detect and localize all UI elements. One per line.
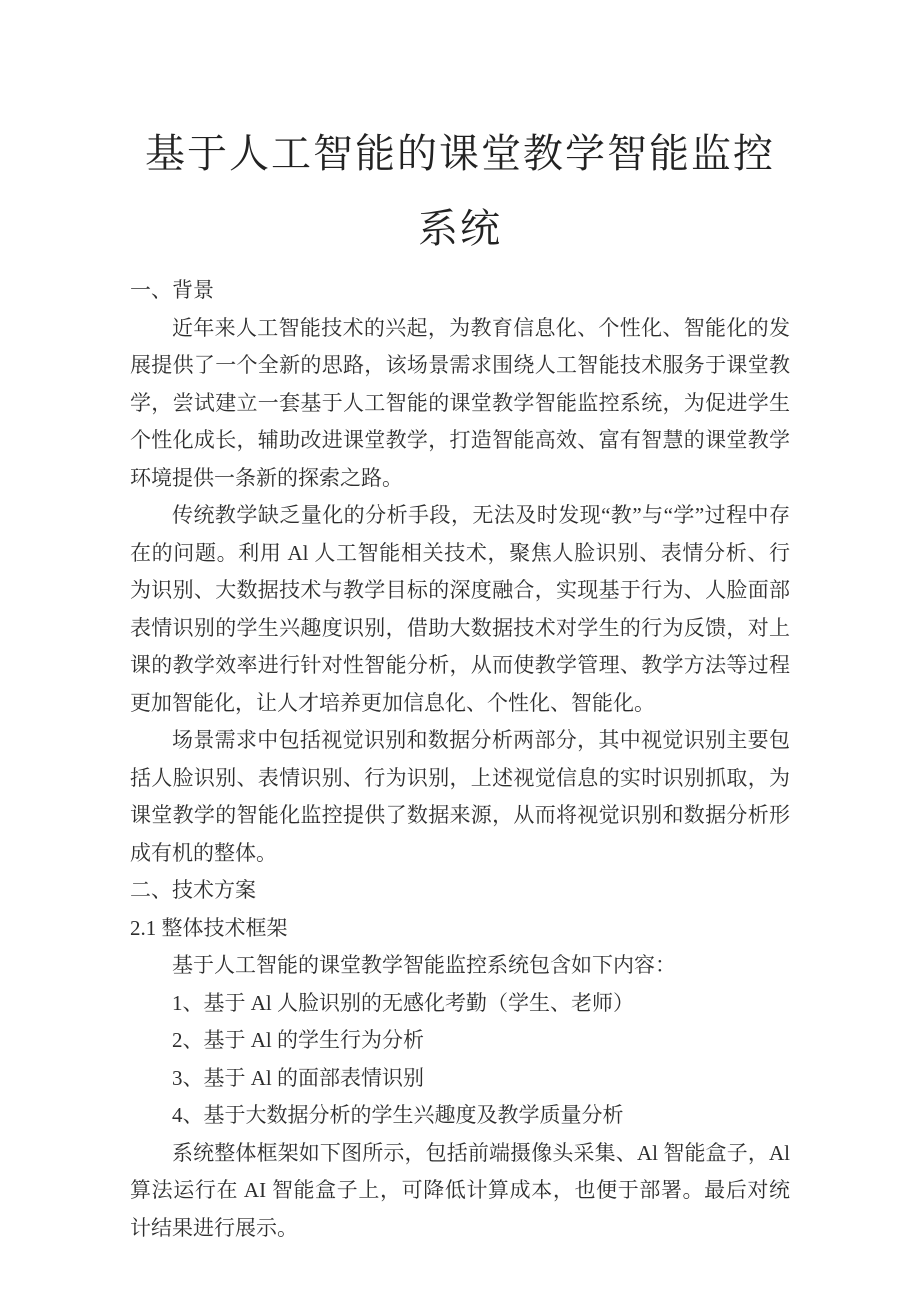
framework-list-item-2: 2、基于 Al 的学生行为分析 [172,1028,424,1052]
section-heading-technical-plan: 二、技术方案 [130,878,256,902]
background-paragraph-1: 近年来人工智能技术的兴起，为教育信息化、个性化、智能化的发展提供了一个全新的思路，该场景需求围绕人工智能技术服务于课堂教学，尝试建立一套基于人工智能的课堂教学智能监控系统，为促进学生个性化成长，辅助改进课堂教学，打造智能高效、富有智慧的课堂教学环境提供一条新的探索之路。 [130,315,790,490]
background-paragraph-3: 场景需求中包括视觉识别和数据分析两部分，其中视觉识别主要包括人脸识别、表情识别、行为识别，上述视觉信息的实时识别抓取，为课堂教学的智能化监控提供了数据来源，从而将视觉识别和数据分析形成有机的整体。 [130,728,790,865]
subsection-heading-overall-framework: 2.1 整体技术框架 [130,915,288,940]
framework-summary-paragraph: 系统整体框架如下图所示，包括前端摄像头采集、Al 智能盒子，Al 算法运行在 AI 智能盒子上，可降低计算成本，也便于部署。最后对统计结果进行展示。 [130,1140,790,1240]
framework-list-item-1: 1、基于 Al 人脸识别的无感化考勤（学生、老师） [172,990,634,1015]
framework-list-item-3: 3、基于 Al 的面部表情识别 [172,1065,424,1090]
framework-intro-paragraph: 基于人工智能的课堂教学智能监控系统包含如下内容： [172,953,676,977]
document-title-line-1: 基于人工智能的课堂教学智能监控 [145,131,775,176]
document-body [130,272,790,1247]
document-title [130,116,790,266]
document-title-line-2: 系统 [418,206,502,251]
section-heading-background: 一、背景 [130,278,214,302]
framework-list-item-4: 4、基于大数据分析的学生兴趣度及教学质量分析 [172,1103,624,1127]
background-paragraph-2: 传统教学缺乏量化的分析手段，无法及时发现“教”与“学”过程中存在的问题。利用 Al 人工智能相关技术，聚焦人脸识别、表情分析、行为识别、大数据技术与教学目标的深度融合，实现基于行为、人脸面部表情识别的学生兴趣度识别，借助大数据技术对学生的行为反馈，对上课的教学效率进行针对性智能分析，从而使教学管理、教学方法等过程更加智能化，让人才培养更加信息化、个性化、智能化。 [130,503,790,715]
